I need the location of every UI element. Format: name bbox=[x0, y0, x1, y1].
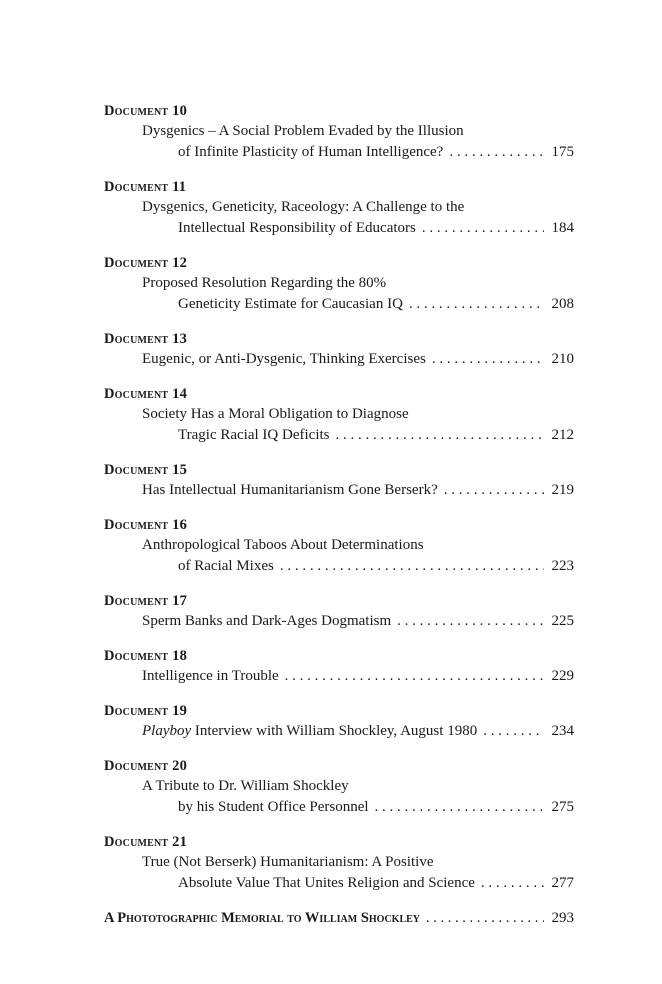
toc-entry bbox=[104, 756, 574, 818]
page-number: 223 bbox=[551, 558, 574, 574]
entry-title: Proposed Resolution Regarding the 80% bbox=[142, 275, 387, 291]
document-heading: Document 16 bbox=[104, 517, 188, 533]
entry-title: A Tribute to Dr. William Shockley bbox=[142, 778, 349, 794]
toc-entry bbox=[104, 701, 574, 742]
page-number: 275 bbox=[551, 799, 574, 815]
page-number: 210 bbox=[551, 351, 574, 367]
entry-title-text: of Racial Mixes bbox=[178, 558, 274, 574]
entry-title: Society Has a Moral Obligation to Diagnose bbox=[142, 406, 409, 422]
page-number: 234 bbox=[551, 723, 574, 739]
final-entry-title: A Phototographic Memorial to William Shockley bbox=[104, 910, 421, 926]
document-heading: Document 18 bbox=[104, 648, 188, 664]
toc-entry bbox=[104, 591, 574, 632]
dot-leader bbox=[426, 908, 544, 928]
document-heading: Document 17 bbox=[104, 593, 188, 609]
entry-title-text: of Infinite Plasticity of Human Intelligence? bbox=[178, 144, 444, 160]
entry-title-line bbox=[104, 611, 574, 632]
page-number: 219 bbox=[551, 482, 574, 498]
dot-leader bbox=[449, 142, 544, 163]
document-heading: Document 15 bbox=[104, 462, 188, 478]
dot-leader bbox=[432, 349, 544, 370]
dot-leader bbox=[280, 556, 544, 577]
entry-title-line bbox=[104, 666, 574, 687]
entry-title-continued bbox=[104, 218, 574, 239]
page-number: 293 bbox=[551, 910, 574, 926]
table-of-contents bbox=[104, 101, 574, 928]
dot-leader bbox=[422, 218, 544, 239]
document-heading: Document 19 bbox=[104, 703, 188, 719]
entry-title-continued bbox=[104, 797, 574, 818]
dot-leader bbox=[444, 480, 544, 501]
dot-leader bbox=[336, 425, 545, 446]
entry-title-text: Absolute Value That Unites Religion and Science bbox=[178, 875, 475, 891]
document-heading: Document 11 bbox=[104, 179, 187, 195]
toc-entry bbox=[104, 515, 574, 577]
entry-title-text: Intelligence in Trouble bbox=[142, 668, 279, 684]
document-heading: Document 10 bbox=[104, 103, 188, 119]
dot-leader bbox=[285, 666, 544, 687]
entry-title-rest: Interview with William Shockley, August 1980 bbox=[191, 723, 478, 739]
toc-entry bbox=[104, 384, 574, 446]
document-heading: Document 12 bbox=[104, 255, 188, 271]
toc-entry bbox=[104, 177, 574, 239]
toc-entry bbox=[104, 101, 574, 163]
entry-title-line bbox=[104, 349, 574, 370]
dot-leader bbox=[409, 294, 544, 315]
entry-title-line bbox=[104, 721, 574, 742]
entry-title: Anthropological Taboos About Determinations bbox=[142, 537, 424, 553]
entry-title-text: Geneticity Estimate for Caucasian IQ bbox=[178, 296, 403, 312]
entry-title-text: Tragic Racial IQ Deficits bbox=[178, 427, 330, 443]
entry-title: Dysgenics, Geneticity, Raceology: A Challenge to the bbox=[142, 199, 465, 215]
document-heading: Document 21 bbox=[104, 834, 188, 850]
magazine-title: Playboy bbox=[142, 723, 192, 739]
toc-entry bbox=[104, 460, 574, 501]
document-heading: Document 20 bbox=[104, 758, 188, 774]
entry-title-continued bbox=[104, 294, 574, 315]
entry-title: Dysgenics – A Social Problem Evaded by the Illusion bbox=[142, 123, 464, 139]
entry-title-text: Has Intellectual Humanitarianism Gone Berserk? bbox=[142, 482, 438, 498]
entry-title-text: Sperm Banks and Dark-Ages Dogmatism bbox=[142, 613, 392, 629]
dot-leader bbox=[483, 721, 544, 742]
entry-title-text: Eugenic, or Anti-Dysgenic, Thinking Exercises bbox=[142, 351, 426, 367]
page-number: 208 bbox=[551, 296, 574, 312]
entry-title-continued bbox=[104, 425, 574, 446]
entry-title-continued bbox=[104, 556, 574, 577]
page-number: 229 bbox=[551, 668, 574, 684]
page-number: 225 bbox=[551, 613, 574, 629]
toc-entry bbox=[104, 832, 574, 894]
document-heading: Document 13 bbox=[104, 331, 188, 347]
toc-entry bbox=[104, 646, 574, 687]
entry-title-continued bbox=[104, 142, 574, 163]
page-number: 212 bbox=[551, 427, 574, 443]
dot-leader bbox=[481, 873, 544, 894]
toc-entry bbox=[104, 253, 574, 315]
page-number: 184 bbox=[551, 220, 574, 236]
entry-title-continued bbox=[104, 873, 574, 894]
document-heading: Document 14 bbox=[104, 386, 188, 402]
dot-leader bbox=[397, 611, 544, 632]
dot-leader bbox=[375, 797, 544, 818]
toc-entry bbox=[104, 329, 574, 370]
page-number: 175 bbox=[551, 144, 574, 160]
entry-title-text: Intellectual Responsibility of Educators bbox=[178, 220, 416, 236]
toc-final-entry bbox=[104, 908, 574, 928]
entry-title: True (Not Berserk) Humanitarianism: A Positive bbox=[142, 854, 434, 870]
page-number: 277 bbox=[551, 875, 574, 891]
entry-title-text bbox=[142, 721, 477, 742]
entry-title-line bbox=[104, 480, 574, 501]
entry-title-text: by his Student Office Personnel bbox=[178, 799, 369, 815]
